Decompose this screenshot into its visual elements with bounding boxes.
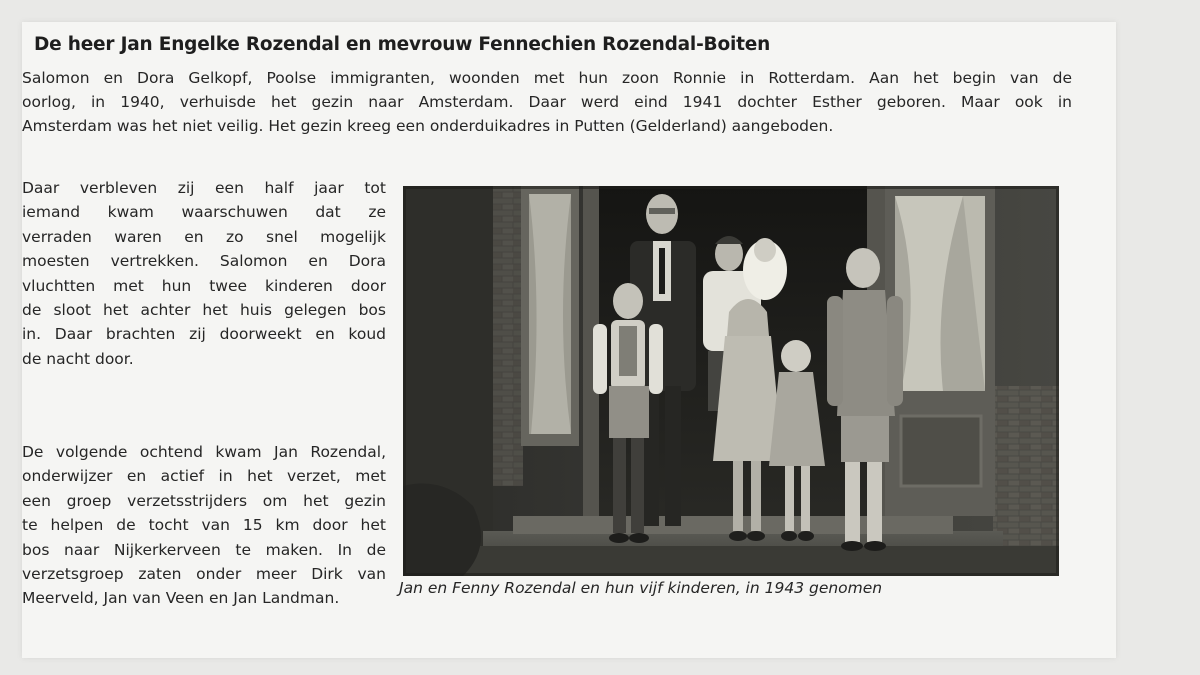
- paragraph-line: verraden waren en zo snel mogelijk: [22, 227, 386, 246]
- paragraph-line: Daar verbleven zij een half jaar tot: [22, 179, 386, 197]
- paragraph-escape: [22, 176, 386, 371]
- intro-paragraph: [22, 66, 1072, 138]
- paragraph-line: bos naar Nijkerkerveen te maken. In de: [22, 540, 386, 559]
- paragraph-line: iemand kwam waarschuwen dat ze: [22, 203, 386, 222]
- document-page: [22, 22, 1116, 658]
- paragraph-line: de nacht door.: [22, 349, 134, 368]
- paragraph-line: onderwijzer en actief in het verzet, met: [22, 467, 386, 486]
- intro-line: Amsterdam was het niet veilig. Het gezin kreeg een onderduikadres in Putten (Gelderland) aangeboden.: [22, 117, 834, 135]
- intro-line: Salomon en Dora Gelkopf, Poolse immigranten, woonden met hun zoon Ronnie in Rotterdam. Aan het begin van de: [22, 69, 1072, 87]
- paragraph-line: moesten vertrekken. Salomon en Dora: [22, 252, 386, 271]
- paragraph-line: verzetsgroep zaten onder meer Dirk van: [22, 565, 386, 584]
- paragraph-line: De volgende ochtend kwam Jan Rozendal,: [22, 443, 386, 461]
- photo-caption: Jan en Fenny Rozendal en hun vijf kinderen, in 1943 genomen: [399, 579, 883, 597]
- paragraph-line: Meerveld, Jan van Veen en Jan Landman.: [22, 589, 340, 608]
- intro-line: oorlog, in 1940, verhuisde het gezin naar Amsterdam. Daar werd eind 1941 dochter Esther geboren. Maar ook in: [22, 93, 1072, 111]
- paragraph-line: in. Daar brachten zij doorweekt en koud: [22, 325, 386, 344]
- paragraph-line: te helpen de tocht van 15 km door het: [22, 516, 386, 535]
- document-title: De heer Jan Engelke Rozendal en mevrouw Fennechien Rozendal-Boiten: [34, 34, 771, 55]
- family-photo: [403, 186, 1059, 576]
- paragraph-line: een groep verzetsstrijders om het gezin: [22, 491, 386, 510]
- paragraph-line: vluchtten met hun twee kinderen door: [22, 276, 386, 295]
- paragraph-line: de sloot het achter het huis gelegen bos: [22, 301, 386, 320]
- paragraph-rescue: [22, 440, 386, 611]
